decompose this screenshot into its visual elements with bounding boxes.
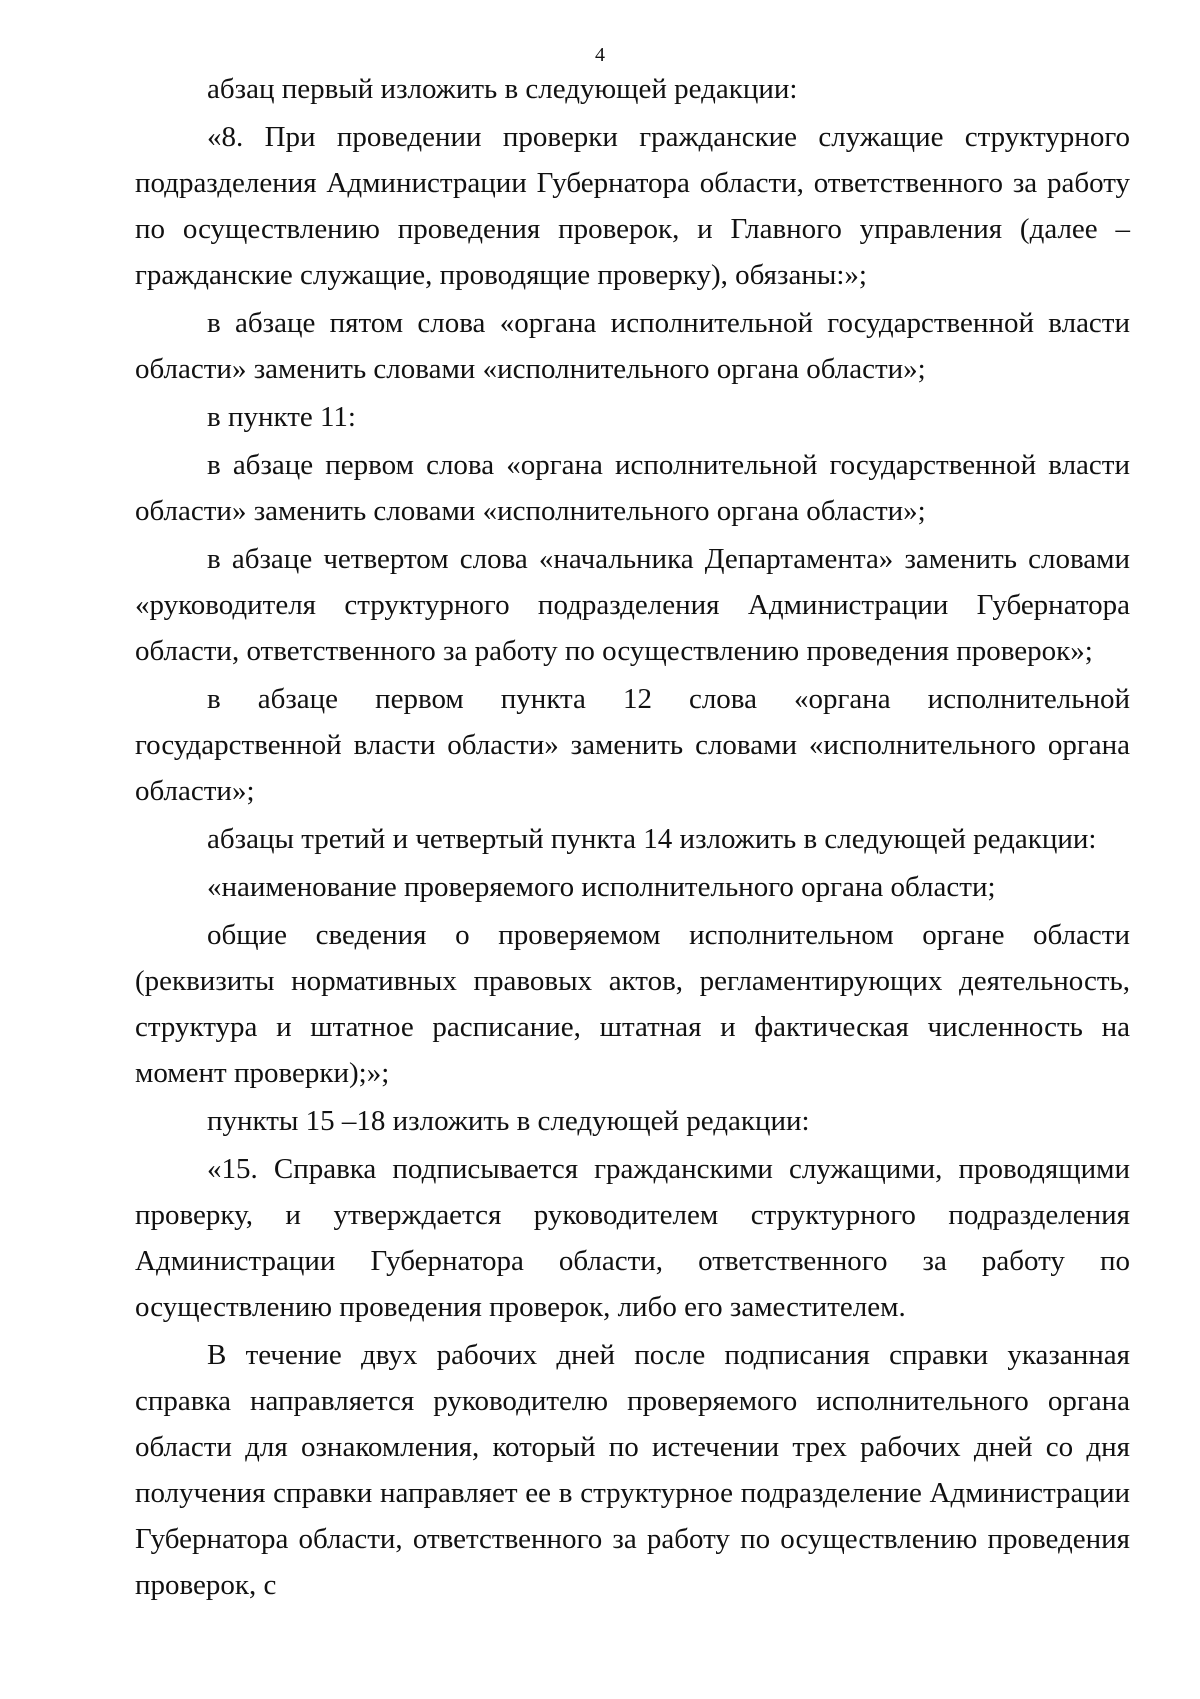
paragraph: в абзаце четвертом слова «начальника Департамента» заменить словами «руководителя структурного подразделения Администрации Губернатора области, ответственного за работу по осуществлению проведения проверок»; [135,543,1130,667]
paragraph: в абзаце первом слова «органа исполнительной государственной власти области» заменить словами «исполнительного органа области»; [135,449,1130,527]
paragraph: «15. Справка подписывается гражданскими служащими, проводящими проверку, и утверждается руководителем структурного подразделения Администрации Губернатора области, ответственного за работу по осуществлению проведения проверок, либо его заместителем. [135,1153,1130,1323]
document-body [135,66,1130,1610]
paragraph: абзацы третий и четвертый пункта 14 изложить в следующей редакции: [207,823,1097,855]
paragraph: в пункте 11: [207,401,356,433]
paragraph: в абзаце пятом слова «органа исполнительной государственной власти области» заменить словами «исполнительного органа области»; [135,307,1130,385]
paragraph: В течение двух рабочих дней после подписания справки указанная справка направляется руководителю проверяемого исполнительного органа области для ознакомления, который по истечении трех рабочих дней со дня получения справки направляет ее в структурное подразделение Администрации Губернатора области, ответственного за работу по осуществлению проведения проверок, с [135,1339,1130,1601]
paragraph: «8. При проведении проверки гражданские служащие структурного подразделения Администрации Губернатора области, ответственного за работу по осуществлению проведения проверок, и Главного управления (далее – гражданские служащие, проводящие проверку), обязаны:»; [135,121,1130,291]
paragraph: в абзаце первом пункта 12 слова «органа исполнительной государственной власти области» заменить словами «исполнительного органа области»; [135,683,1130,807]
page-number: 4 [595,44,605,66]
paragraph: общие сведения о проверяемом исполнительном органе области (реквизиты нормативных правовых актов, регламентирующих деятельность, структура и штатное расписание, штатная и фактическая численность на момент проверки);»; [135,919,1130,1089]
paragraph: абзац первый изложить в следующей редакции: [207,73,798,105]
paragraph: «наименование проверяемого исполнительного органа области; [207,871,996,903]
paragraph: пункты 15 –18 изложить в следующей редакции: [207,1105,810,1137]
